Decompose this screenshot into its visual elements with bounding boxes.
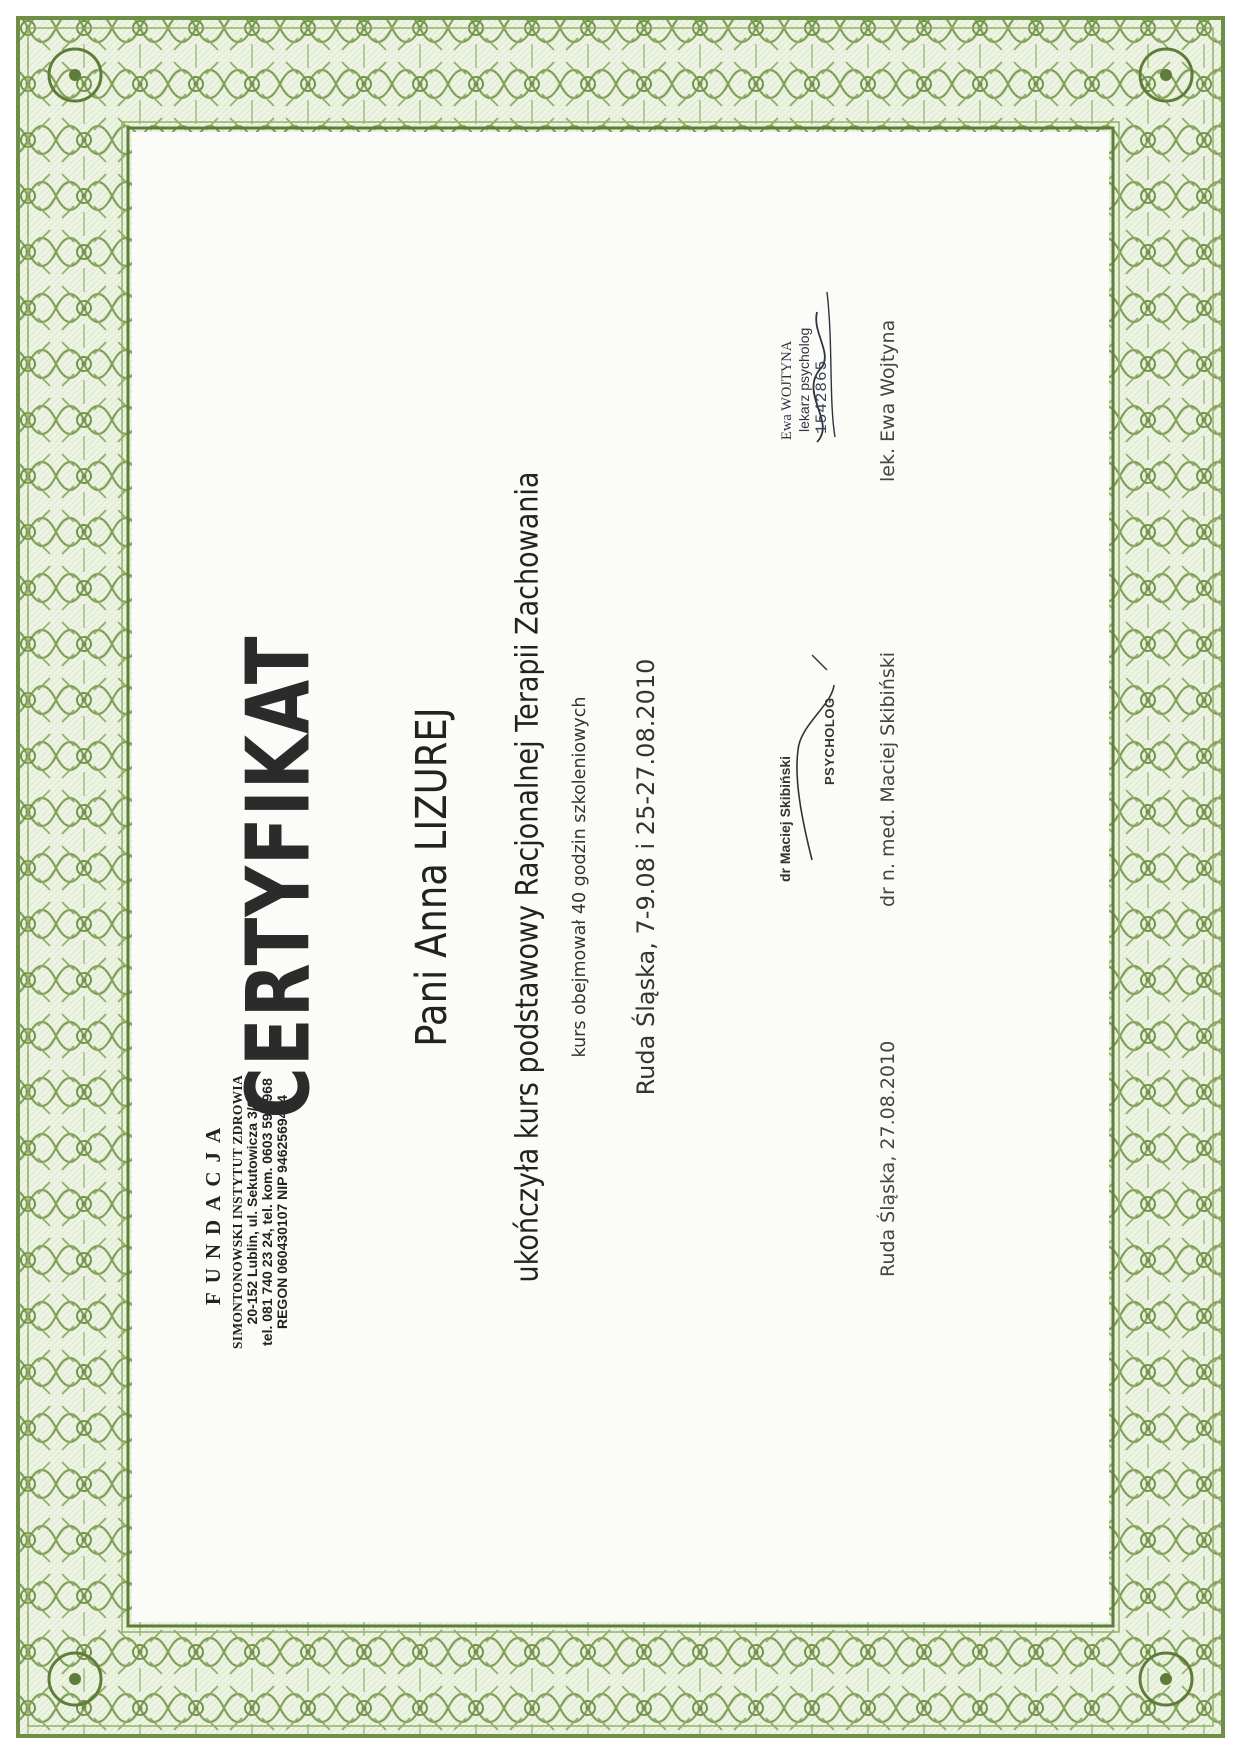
stamp-wojtyna-role: lekarz psycholog xyxy=(796,327,812,432)
certificate-title: CERTYFIKAT xyxy=(227,635,330,1119)
stamp-wojtyna xyxy=(777,262,847,462)
signatory-skibinski: dr n. med. Maciej Skibiński xyxy=(877,651,899,907)
stamp-skibinski xyxy=(772,640,842,900)
organization-name: SIMONTONOWSKI INSTYTUT ZDROWIA xyxy=(230,1074,245,1350)
stamp-skibinski-name: dr Maciej Skibiński xyxy=(777,755,793,882)
issue-place-date: Ruda Śląska, 27.08.2010 xyxy=(877,1040,899,1277)
organization-address: 20-152 Lublin, ul. Sekutowicza 3/9 xyxy=(244,1099,260,1325)
organization-registry: REGON 060430107 NIP 9462569414 xyxy=(274,1094,290,1330)
recipient-name: Pani Anna LIZUREJ xyxy=(407,707,457,1047)
course-description: ukończyła kurs podstawowy Racjonalnej Terapii Zachowania xyxy=(510,471,546,1283)
signatory-wojtyna: lek. Ewa Wojtyna xyxy=(877,319,899,482)
organization-phones: tel. 081 740 23 24, tel. kom. 0603 592 968 xyxy=(259,1078,275,1346)
organization-label: FUNDACJA xyxy=(201,1118,225,1306)
course-dates: Ruda Śląska, 7-9.08 i 25-27.08.2010 xyxy=(632,658,660,1096)
course-hours: kurs obejmował 40 godzin szkoleniowych xyxy=(570,696,590,1058)
signature-skibinski xyxy=(772,640,842,900)
stamp-skibinski-role: PSYCHOLOG xyxy=(822,697,837,785)
stamp-wojtyna-name: Ewa WOJTYNA xyxy=(779,340,795,440)
certificate-content xyxy=(132,132,1109,1622)
stamp-wojtyna-number: 1542865 xyxy=(813,359,831,434)
